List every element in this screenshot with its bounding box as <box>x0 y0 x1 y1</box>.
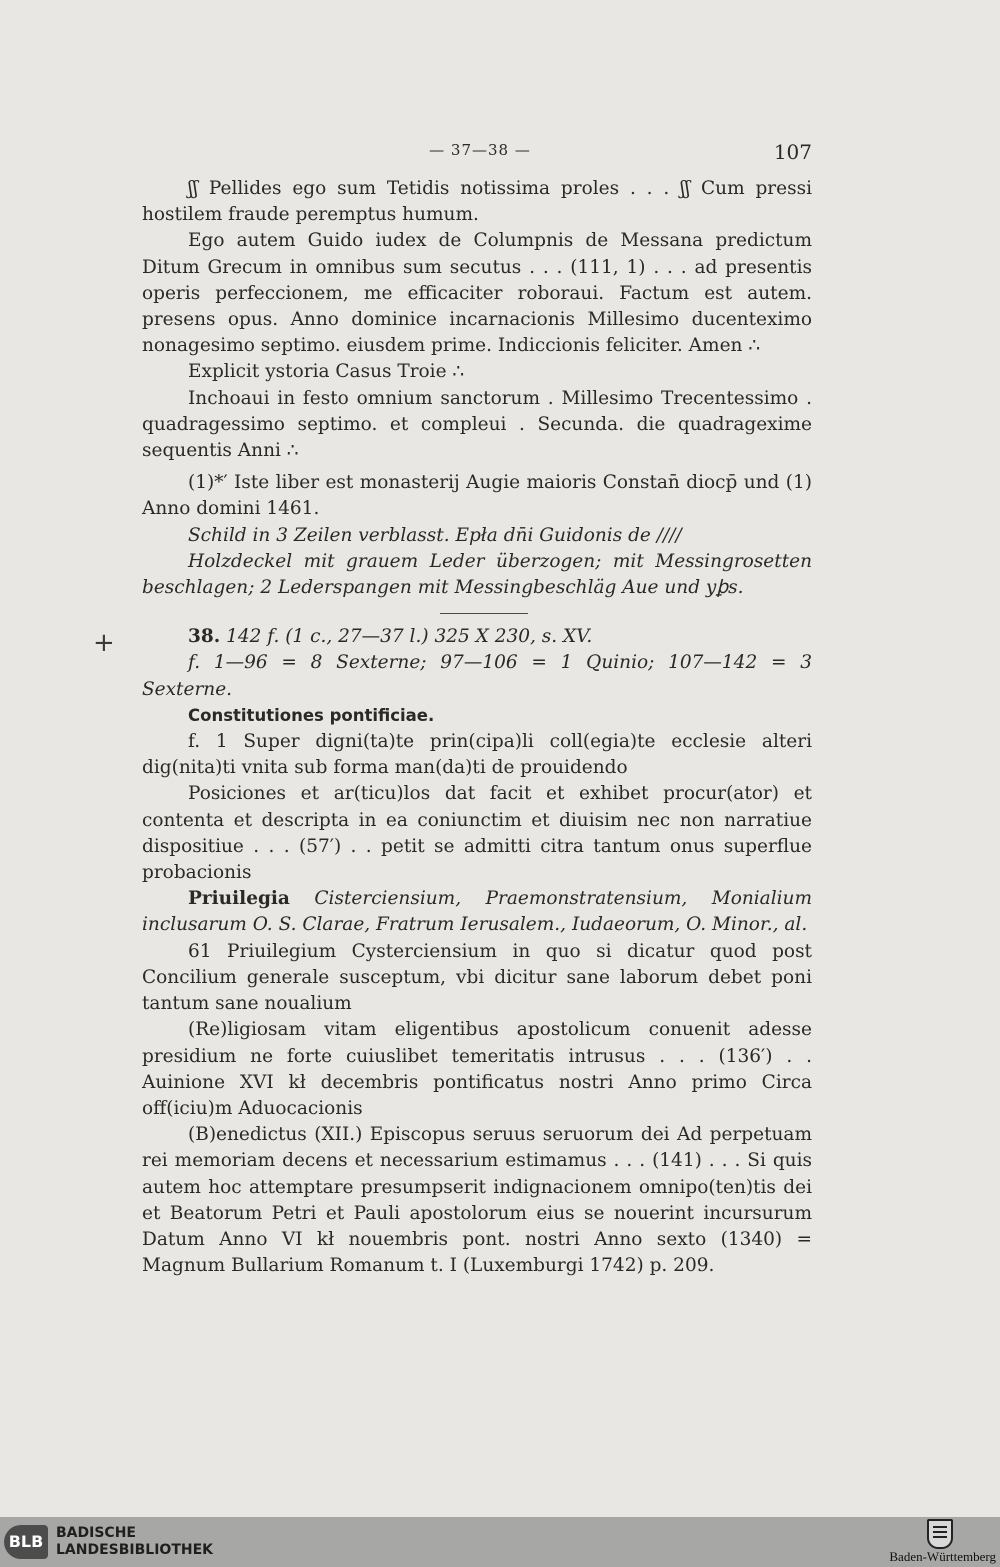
page-number: 107 <box>773 140 812 164</box>
library-name-line1: BADISCHE <box>56 1525 136 1541</box>
library-footer-bar <box>0 1517 1000 1567</box>
blb-logo[interactable]: BLB <box>4 1525 48 1559</box>
section-range: — 37—38 — <box>429 141 531 159</box>
entry37-paragraph: Inchoaui in festo omnium sanctorum . Millesimo Trecentessimo . quadragessimo septimo. et compleui . Secunda. die quadragexime sequentis Anni ∴ <box>142 387 812 462</box>
state-label: Baden-Württemberg <box>889 1549 996 1564</box>
margin-plus-mark: + <box>93 628 115 658</box>
entry37-paragraph: Explicit ystoria Casus Troie ∴ <box>188 361 465 383</box>
entry38-title: Constitutiones pontificiae. <box>188 705 435 725</box>
privileges-list: Cisterciensium, Praemonstratensium, Monialium inclusarum O. S. Clarae, Fratrum Ierusalem., Iudaeorum, O. Minor., al. <box>142 888 812 936</box>
entry38-quires: f. 1—96 = 8 Sexterne; 97—106 = 1 Quinio; 107—142 = 3 Sexterne. <box>142 652 812 700</box>
section-divider <box>440 613 528 614</box>
entry38-paragraph: f. 1 Super digni(ta)te prin(cipa)li coll(egia)te ecclesie alteri dig(nita)ti vnita sub forma man(da)ti de prouidendo <box>142 731 812 779</box>
entry38-number: 38. <box>188 626 221 648</box>
entry37-note: (1)*′ Iste liber est monasterij Augie maioris Constan̄ diocp̄ und (1) Anno domini 1461. <box>142 472 812 520</box>
entry38-paragraph: 61 Priuilegium Cysterciensium in quo si dicatur quod post Concilium generale susceptum, vbi dicitur sane laborum debet poni tantum sane noualium <box>142 940 812 1015</box>
entry38-paragraph: (B)enedictus (XII.) Episcopus seruus seruorum dei Ad perpetuam rei memoriam decens et necessarium estimamus . . . (141) . . . Si quis autem hoc attemptare presumpserit indignacionem omnipo(ten)tis dei et Beatorum Petri et Pauli apostolorum eius se nouerint incursurum Datum Anno VI kł nouembris pont. nostri Anno sexto (1340) = Magnum Bullarium Romanum t. I (Luxemburgi 1742) p. 209. <box>142 1124 812 1277</box>
entry38-title-line <box>142 703 812 729</box>
entry37-binding: Holzdeckel mit grauem Leder überzogen; mit Messingrosetten beschlagen; 2 Lederspangen mit Messingbeschläg Aue und yꝧs. <box>142 550 812 599</box>
library-name-line2: LANDESBIBLIOTHEK <box>56 1542 214 1558</box>
entry37-paragraph: ʃʃ Pellides ego sum Tetidis notissima proles . . . ʃʃ Cum pressi hostilem fraude peremptus humum. <box>142 178 812 226</box>
entry38-privileges <box>142 886 812 938</box>
entry37-note: Schild in 3 Zeilen verblasst. Epła dn̄i Guidonis de //// <box>188 524 682 546</box>
privileges-label: Priuilegia <box>188 888 290 910</box>
entry38-heading <box>142 624 812 650</box>
coat-of-arms-icon <box>927 1519 953 1549</box>
entry38-description: 142 f. (1 c., 27—37 l.) 325 X 230, s. XV. <box>226 626 593 648</box>
body-text <box>142 176 812 1279</box>
library-name[interactable] <box>56 1525 213 1559</box>
entry38-paragraph: (Re)ligiosam vitam eligentibus apostolicum conuenit adesse presidium ne forte cuiuslibet temeritatis intrusus . . . (136′) . . Auinione XVI kł decembris pontificatus nostri Anno primo Circa off(iciu)m Aduocacionis <box>142 1019 812 1119</box>
entry37-paragraph: Ego autem Guido iudex de Columpnis de Messana predictum Ditum Grecum in omnibus sum secutus . . . (111, 1) . . . ad presentis operis perfeccionem, me efficaciter roboraui. Factum est autem. presens opus. Anno dominice incarnacionis Millesimo ducenteximo nonagesimo septimo. eiusdem prime. Indiccionis feliciter. Amen ∴ <box>142 230 812 357</box>
entry38-paragraph: Posiciones et ar(ticu)los dat facit et exhibet procur(ator) et contenta et descripta in ea coniunctim et diuisim nec non narratiue dispositiue . . . (57′) . . petit se admitti citra tantum onus superflue probacionis <box>142 783 812 884</box>
